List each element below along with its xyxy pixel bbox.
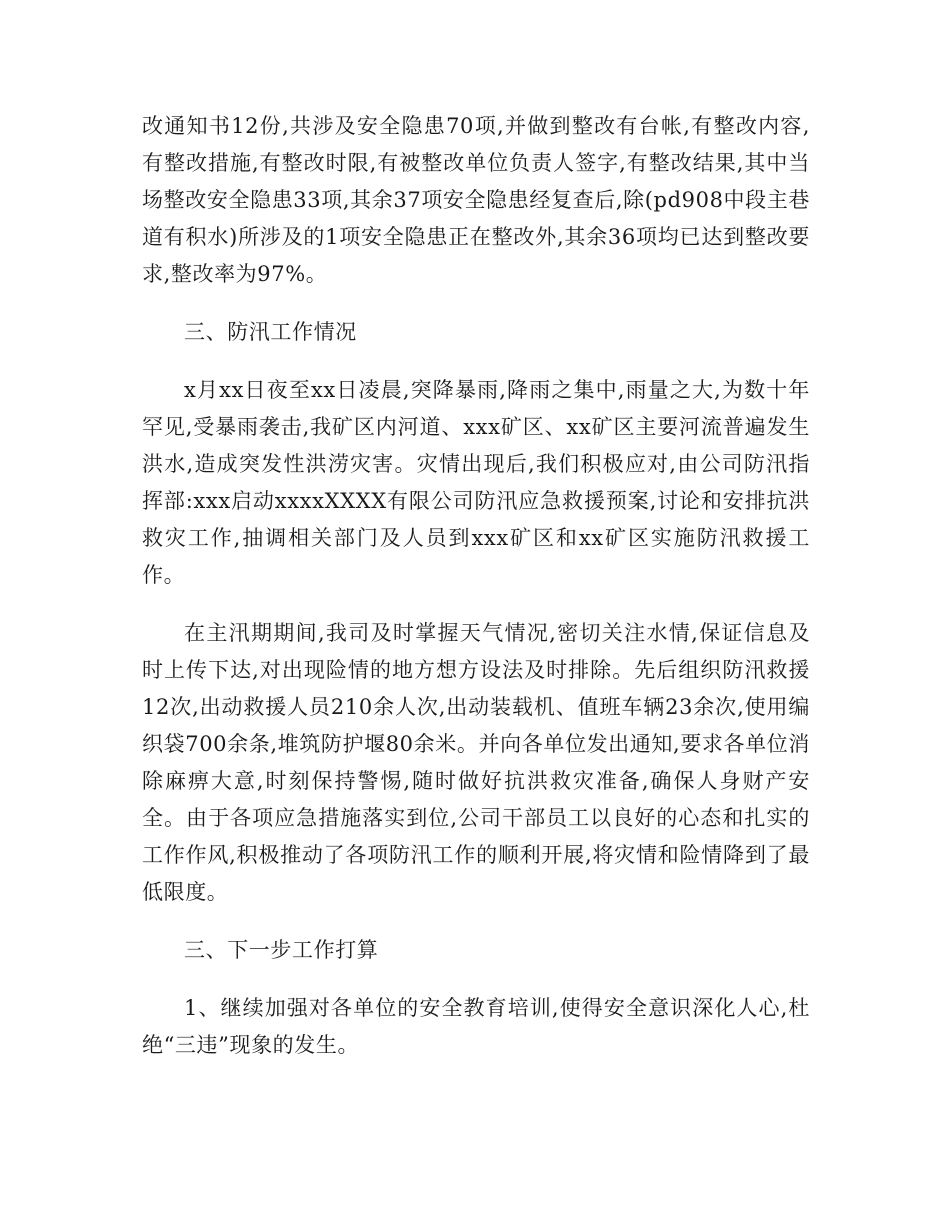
document-body — [142, 108, 810, 1085]
section-heading-flood-control: 三、防汛工作情况 — [184, 320, 357, 344]
paragraph-flood-season-measures: 在主汛期期间,我司及时掌握天气情况,密切关注水情,保证信息及时上传下达,对出现险情的地方想方设法及时排除。先后组织防汛救援12次,出动救援人员210余人次,出动装载机、值班车辆23余次,使用编织袋700余条,堆筑防护堰80余米。并向各单位发出通知,要求各单位消除麻痹大意,时刻保持警惕,随时做好抗洪救灾准备,确保人身财产安全。由于各项应急措施落实到位,公司干部员工以良好的心态和扎实的工作作风,积极推动了各项防汛工作的顺利开展,将灾情和险情降到了最低限度。 — [142, 621, 810, 904]
paragraph-storm-response: x月xx日夜至xx日凌晨,突降暴雨,降雨之集中,雨量之大,为数十年罕见,受暴雨袭击,我矿区内河道、xxx矿区、xx矿区主要河流普遍发生洪水,造成突发性洪涝灾害。灾情出现后,我们积极应对,由公司防汛指挥部:xxx启动xxxxXXXX有限公司防汛应急救援预案,讨论和安排抗洪救灾工作,抽调相关部门及人员到xxx矿区和xx矿区实施防汛救援工作。 — [142, 378, 810, 587]
paragraph-rectification-summary: 改通知书12份,共涉及安全隐患70项,并做到整改有台帐,有整改内容,有整改措施,有整改时限,有被整改单位负责人签字,有整改结果,其中当场整改安全隐患33项,其余37项安全隐患经复查后,除(pd908中段主巷道有积水)所涉及的1项安全隐患正在整改外,其余36项均已达到整改要求,整改率为97%。 — [142, 114, 810, 286]
paragraph-next-step-1: 1、继续加强对各单位的安全教育培训,使得安全意识深化人心,杜绝“三违”现象的发生。 — [142, 996, 810, 1057]
section-heading-next-steps: 三、下一步工作打算 — [184, 938, 379, 962]
